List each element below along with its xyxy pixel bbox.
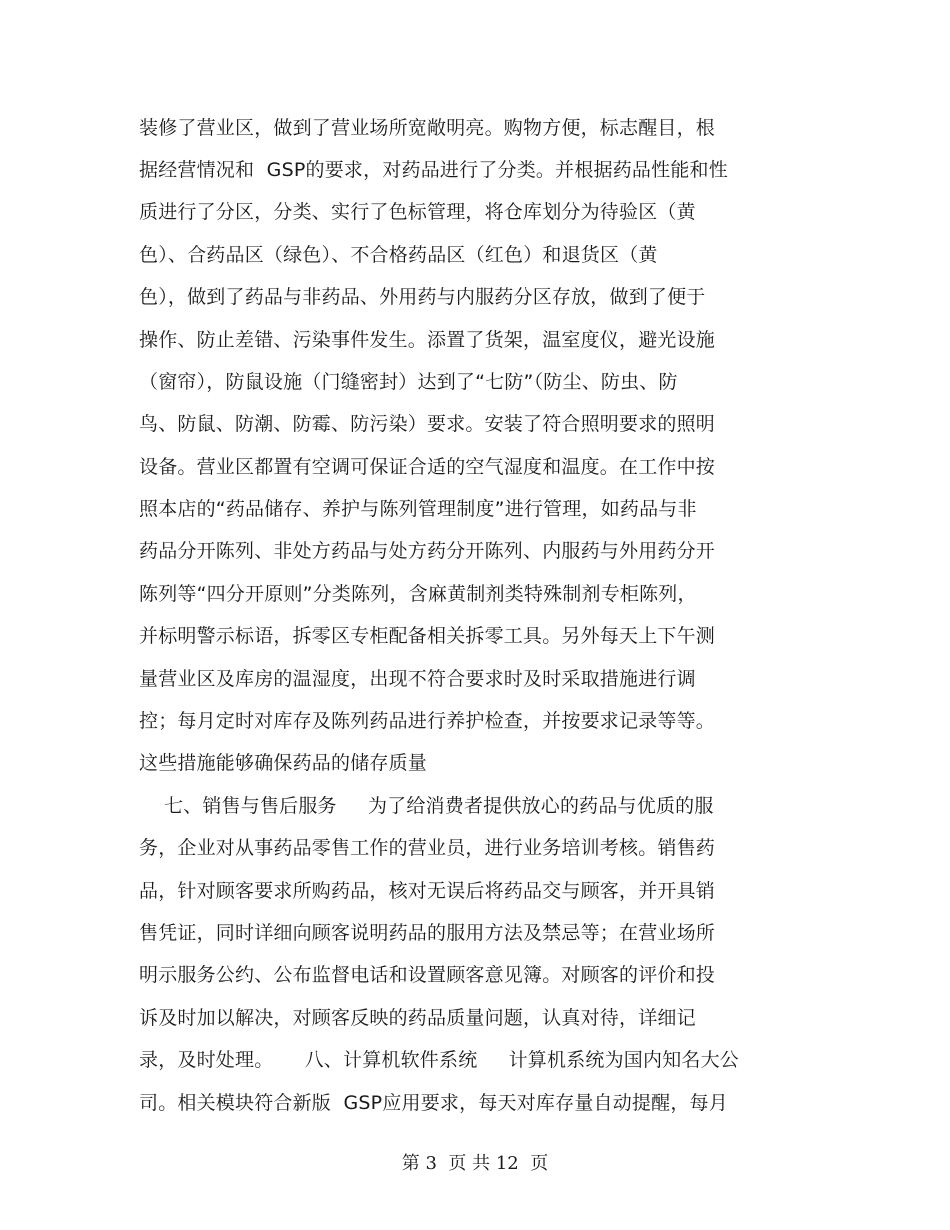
body-line: 操作、防止差错、污染事件发生。添置了货架，温室度仪，避光设施 bbox=[139, 329, 716, 351]
body-line: 诉及时加以解决，对顾客反映的药品质量问题，认真对待，详细记 bbox=[139, 1007, 696, 1029]
section-line-software: 录，及时处理。 八、计算机软件系统 计算机系统为国内知名大公 bbox=[139, 1049, 739, 1071]
body-line: 控；每月定时对库存及陈列药品进行养护检查，并按要求记录等等。 bbox=[139, 710, 716, 732]
body-line: 色），做到了药品与非药品、外用药与内服药分区存放，做到了便于 bbox=[139, 286, 706, 308]
body-line: 务，企业对从事药品零售工作的营业员，进行业务培训考核。销售药 bbox=[139, 837, 716, 859]
body-line: 量营业区及库房的温湿度，出现不符合要求时及时采取措施进行调 bbox=[139, 668, 696, 690]
body-line: 设备。营业区都置有空调可保证合适的空气湿度和温度。在工作中按 bbox=[139, 456, 716, 478]
body-line: 照本店的“药品储存、养护与陈列管理制度”进行管理，如药品与非 bbox=[139, 498, 697, 520]
body-line: （窗帘），防鼠设施（门缝密封）达到了“七防”（防尘、防虫、防 bbox=[139, 371, 678, 393]
page-number-footer: 第 3 页 共 12 页 bbox=[401, 1153, 549, 1174]
body-line: 据经营情况和 GSP的要求，对药品进行了分类。并根据药品性能和性 bbox=[139, 159, 728, 181]
body-line: 质进行了分区，分类、实行了色标管理，将仓库划分为待验区（黄 bbox=[139, 201, 696, 223]
body-line: 鸟、防鼠、防潮、防霉、防污染）要求。安装了符合照明要求的照明 bbox=[139, 413, 716, 435]
body-line: 明示服务公约、公布监督电话和设置顾客意见簿。对顾客的评价和投 bbox=[139, 964, 716, 986]
body-line: 并标明警示标语，拆零区专柜配备相关拆零工具。另外每天上下午测 bbox=[139, 625, 716, 647]
body-line: 品，针对顾客要求所购药品，核对无误后将药品交与顾客，并开具销 bbox=[139, 880, 716, 902]
body-line: 装修了营业区，做到了营业场所宽敞明亮。购物方便，标志醒目，根 bbox=[139, 117, 716, 139]
section-line-sales: 七、销售与售后服务 为了给消费者提供放心的药品与优质的服 bbox=[139, 795, 714, 817]
body-line: 色）、合药品区（绿色）、不合格药品区（红色）和退货区（黄 bbox=[139, 244, 658, 266]
body-line: 售凭证，同时详细向顾客说明药品的服用方法及禁忌等；在营业场所 bbox=[139, 922, 716, 944]
body-line: 陈列等“四分开原则”分类陈列，含麻黄制剂类特殊制剂专柜陈列， bbox=[139, 583, 697, 605]
body-line: 药品分开陈列、非处方药品与处方药分开陈列、内服药与外用药分开 bbox=[139, 540, 716, 562]
body-line: 司。相关模块符合新版 GSP应用要求，每天对库存量自动提醒，每月 bbox=[139, 1092, 728, 1114]
body-line: 这些措施能够确保药品的储存质量 bbox=[139, 752, 428, 774]
